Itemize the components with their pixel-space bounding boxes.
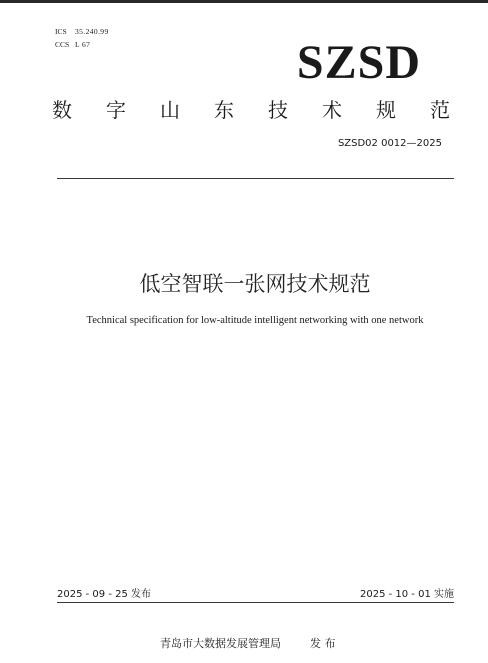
series-char: 数 — [52, 98, 72, 122]
ics-value: 35.240.99 — [75, 27, 109, 36]
footer-divider — [57, 602, 454, 603]
standard-series-title — [52, 99, 450, 121]
series-char: 术 — [322, 98, 342, 122]
series-char: 东 — [214, 98, 234, 122]
document-title-chinese: 低空智联一张网技术规范 — [139, 272, 371, 296]
issuer-action: 发 布 — [310, 637, 336, 650]
ics-code — [55, 27, 109, 36]
ics-label: ICS — [55, 27, 67, 36]
ccs-label: CCS — [55, 40, 70, 49]
series-char: 山 — [160, 98, 180, 122]
standard-logo: SZSD — [296, 36, 421, 89]
header-divider — [57, 178, 454, 179]
document-title-english: Technical specification for low-altitude intelligent networking with one network — [86, 315, 424, 326]
series-char: 范 — [430, 98, 450, 122]
ccs-code — [55, 40, 90, 49]
implement-date: 2025 - 10 - 01 实施 — [359, 589, 454, 600]
series-char: 规 — [376, 98, 396, 122]
issuer-name: 青岛市大数据发展管理局 — [160, 637, 281, 650]
series-char: 字 — [106, 98, 126, 122]
standard-number: SZSD02 0012—2025 — [337, 138, 442, 149]
series-char: 技 — [268, 98, 288, 122]
publish-date: 2025 - 09 - 25 发布 — [57, 589, 152, 600]
top-border-bar — [0, 0, 488, 3]
ccs-value: L 67 — [75, 40, 91, 49]
